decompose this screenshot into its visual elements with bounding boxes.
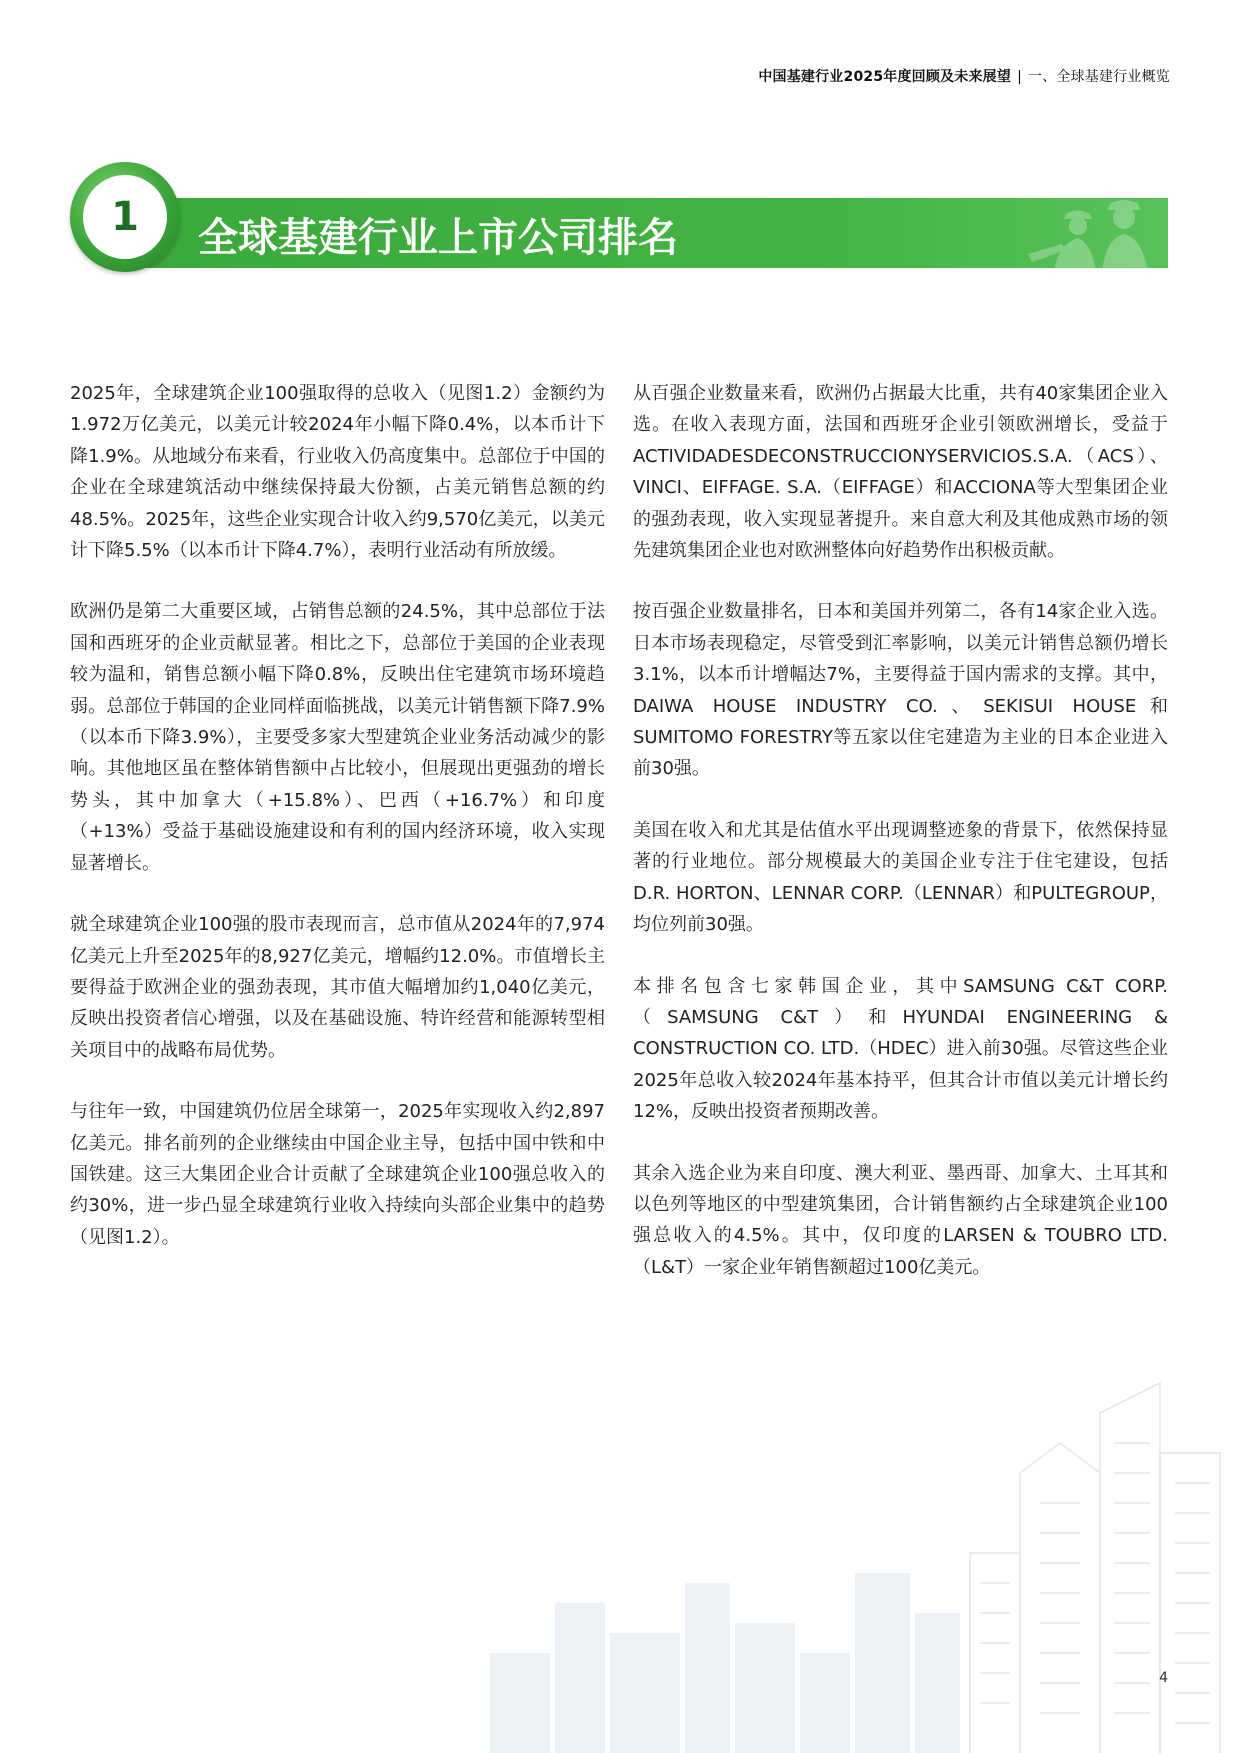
paragraph: 2025年，全球建筑企业100强取得的总收入（见图1.2）金额约为1.972万亿美元，以美元计较2024年小幅下降0.4%，以本币计下降1.9%。从地域分布来看，行业收入仍高度集中。总部位于中国的企业在全球建筑活动中继续保持最大份额，占美元销售总额的约48.5%。2025年，这些企业实现合计收入约9,570亿美元，以美元计下降5.5%（以本币计下降4.7%），表明行业活动有所放缓。 — [70, 383, 605, 562]
section-banner — [70, 162, 1168, 272]
city-skyline-illustration — [460, 1353, 1240, 1753]
section-number-badge — [70, 162, 180, 272]
paragraph: 美国在收入和尤其是估值水平出现调整迹象的背景下，依然保持显著的行业地位。部分规模最大的美国企业专注于住宅建设，包括D.R. HORTON、LENNAR CORP.（LENNAR）和PULTEGROUP，均位列前30强。 — [633, 819, 1168, 936]
paragraph: 就全球建筑企业100强的股市表现而言，总市值从2024年的7,974亿美元上升至2025年的8,927亿美元，增幅约12.0%。市值增长主要得益于欧洲企业的强劲表现，其市值大幅增加约1,040亿美元，反映出投资者信心增强，以及在基础设施、特许经营和能源转型相关项目中的战略布局优势。 — [70, 914, 605, 1061]
right-text-column — [633, 378, 1168, 1313]
paragraph: 从百强企业数量来看，欧洲仍占据最大比重，共有40家集团企业入选。在收入表现方面，法国和西班牙企业引领欧洲增长，受益于ACTIVIDADESDECONSTRUCCIONYSERVICIOS.S.A.（ACS）、VINCI、EIFFAGE. S.A.（EIFFAGE）和ACCIONA等大型集团企业的强劲表现，收入实现显著提升。来自意大利及其他成熟市场的领先建筑集团企业也对欧洲整体向好趋势作出积极贡献。 — [633, 383, 1168, 562]
section-title: 全球基建行业上市公司排名 — [198, 215, 678, 261]
report-title: 中国基建行业2025年度回顾及未来展望 — [758, 69, 1012, 85]
header-separator: | — [1017, 69, 1022, 85]
paragraph: 按百强企业数量排名，日本和美国并列第二，各有14家企业入选。日本市场表现稳定，尽管受到汇率影响，以美元计销售总额仍增长3.1%，以本币计增幅达7%，主要得益于国内需求的支撑。其中，DAIWA HOUSE INDUSTRY CO.、SEKISUI HOUSE和SUMITOMO FORESTRY等五家以住宅建造为主业的日本企业进入前30强。 — [633, 601, 1168, 780]
section-name: 一、全球基建行业概览 — [1028, 69, 1170, 85]
paragraph: 与往年一致，中国建筑仍位居全球第一，2025年实现收入约2,897亿美元。排名前列的企业继续由中国企业主导，包括中国中铁和中国铁建。这三大集团企业合计贡献了全球建筑企业100强总收入的约30%，进一步凸显全球建筑行业收入持续向头部企业集中的趋势（见图1.2）。 — [70, 1101, 605, 1248]
page-number: 4 — [1159, 1670, 1168, 1686]
paragraph: 其余入选企业为来自印度、澳大利亚、墨西哥、加拿大、土耳其和以色列等地区的中型建筑集团，合计销售额约占全球建筑企业100强总收入的4.5%。其中，仅印度的LARSEN & TOUBRO LTD.（L&T）一家企业年销售额超过100亿美元。 — [633, 1162, 1168, 1278]
workers-silhouette-icon — [1018, 190, 1158, 272]
left-text-column — [70, 378, 605, 1283]
running-header — [758, 66, 1170, 86]
paragraph: 本排名包含七家韩国企业，其中SAMSUNG C&T CORP.（SAMSUNG C&T）和HYUNDAI ENGINEERING & CONSTRUCTION CO. LTD.（HDEC）进入前30强。尽管这些企业2025年总收入较2024年基本持平，但其合计市值以美元计增长约12%，反映出投资者预期改善。 — [633, 975, 1168, 1123]
section-number: 1 — [83, 175, 167, 259]
paragraph: 欧洲仍是第二大重要区域，占销售总额的24.5%，其中总部位于法国和西班牙的企业贡献显著。相比之下，总部位于美国的企业表现较为温和，销售总额小幅下降0.8%，反映出住宅建筑市场环境趋弱。总部位于韩国的企业同样面临挑战，以美元计销售额下降7.9%（以本币下降3.9%），主要受多家大型建筑企业业务活动减少的影响。其他地区虽在整体销售额中占比较小，但展现出更强劲的增长势头，其中加拿大（+15.8%）、巴西（+16.7%）和印度（+13%）受益于基础设施建设和有利的国内经济环境，收入实现显著增长。 — [70, 601, 605, 874]
